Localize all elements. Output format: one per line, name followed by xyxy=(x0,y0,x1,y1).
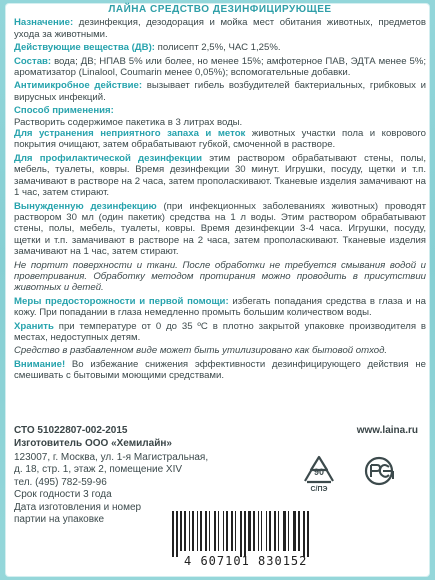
batch-line: партии на упаковке xyxy=(14,514,105,526)
barcode-bar xyxy=(180,511,182,551)
barcode-bar xyxy=(278,511,279,551)
prophylactic-paragraph xyxy=(14,153,426,199)
product-title: ЛАЙНА СРЕДСТВО ДЕЗИНФИЦИРУЮЩЕЕ xyxy=(108,4,332,15)
note-italic: Не портит поверхности и ткани. После обработки не требуется смывания водой и проветривания. Обработку методом протирания можно проводить в присутствии животных и детей. xyxy=(14,259,426,294)
barcode-bar xyxy=(258,511,259,551)
purpose-heading: Назначение: xyxy=(14,17,74,29)
barcode-bar xyxy=(223,511,224,551)
forced-paragraph xyxy=(14,201,426,258)
barcode-number: 4 607101 830152 xyxy=(184,554,308,568)
purpose-text: дезинфекция, дезодорация и мойка мест обитания животных, предметов ухода за животными. xyxy=(14,17,426,40)
barcode-bar xyxy=(192,511,194,551)
standard-number: СТО 51022807-002-2015 xyxy=(14,425,128,436)
antimicrobial-paragraph xyxy=(14,80,426,103)
storage-heading: Хранить xyxy=(14,320,54,332)
composition-text: вода; ДВ; НПАВ 5% или более, но менее 15%; амфотерное ПАВ, ЭДТА менее 5%; ароматизатор (Linalool, Coumarin менее 0,05%); вспомогательные добавки. xyxy=(14,55,426,79)
website-link[interactable]: www.laina.ru xyxy=(356,425,418,436)
attention-paragraph xyxy=(14,359,426,382)
odor-heading: Для устранения неприятного запаха и меток xyxy=(14,128,246,140)
barcode-bar xyxy=(172,511,174,557)
composition-heading: Состав: xyxy=(14,55,52,67)
marks-area xyxy=(297,453,422,493)
forced-text: (при инфекционных заболеваниях животных) проводят раствором 30 мл (один пакетик) средства на 1 л воды. Этим раствором обрабатывают стены, полы, мебель, туалеты, ковры. Время дезинфекции 3-4 часа. Игрушки, посуду, щетки и т.п. замачивают в растворе на 2 часа, затем прополаскивают. Тканевые изделия замачивают на 1 час, затем стирают. xyxy=(14,200,426,258)
prophylactic-text: этим раствором обрабатывают стены, полы, мебель, туалеты, ковры. Время дезинфекции 30 минут. Игрушки, посуду, щетки и т.п. замачивают в растворе на 2 часа, затем прополаскивают. Тканевые изделия замачивают на 1 час, затем стирают. xyxy=(14,152,427,199)
certification-mark-icon xyxy=(366,458,393,484)
manufacturer-name: Изготовитель ООО «Хемилайн» xyxy=(14,438,172,449)
recycle-icon xyxy=(305,457,333,493)
barcode-bar xyxy=(184,511,186,551)
barcode-bar xyxy=(176,511,178,557)
barcode-bar xyxy=(240,511,242,557)
barcode-bar xyxy=(253,511,255,551)
recycle-label: С/ПЭ xyxy=(310,486,328,493)
storage-text: при температуре от 0 до 35 ºС в плотно закрытой упаковке производителя в местах, недоступных детям. xyxy=(14,320,426,343)
barcode-bar xyxy=(248,511,251,551)
barcode-bar xyxy=(298,511,300,551)
instructions-text xyxy=(14,4,426,384)
antimicrobial-heading: Антимикробное действие: xyxy=(14,80,143,92)
odor-paragraph xyxy=(14,128,426,151)
odor-text: животных участки пола и коврового покрытия очищают, затем обрабатывают губкой, смоченной в растворе. xyxy=(14,128,427,151)
method-heading: Способ применения: xyxy=(14,105,114,117)
storage-paragraph xyxy=(14,321,426,344)
barcode-bar xyxy=(283,511,286,551)
barcode-bar xyxy=(235,511,236,551)
barcode-bar xyxy=(307,511,309,557)
barcode-bar xyxy=(274,511,276,551)
marks-svg xyxy=(297,453,422,493)
barcode-bar xyxy=(226,511,228,551)
barcode-bar xyxy=(218,511,219,551)
method-text: Растворить содержимое пакетика в 3 литрах воды. xyxy=(14,116,243,128)
barcode-bars xyxy=(162,511,424,557)
barcode-bar xyxy=(197,511,198,551)
barcode-bar xyxy=(261,511,262,551)
active-paragraph xyxy=(14,42,426,53)
antimicrobial-text: вызывает гибель возбудителей бактериальных, грибковых и вирусных инфекций. xyxy=(14,80,426,103)
barcode-bar xyxy=(244,511,246,557)
safety-text: избегать попадания средства в глаза и на кожу. При попадании в глаза немедленно промыть большим количеством воды. xyxy=(14,295,426,319)
barcode-bar xyxy=(231,511,233,551)
active-text: полисепт 2,5%, ЧАС 1,25%. xyxy=(154,42,281,54)
composition-paragraph xyxy=(14,56,426,79)
barcode-bar xyxy=(200,511,202,551)
method-paragraph xyxy=(14,105,426,128)
phone-line: тел. (495) 782-59-96 xyxy=(14,476,107,488)
safety-paragraph xyxy=(14,296,426,319)
production-date-line: Дата изготовления и номер xyxy=(14,501,142,513)
attention-heading: Внимание! xyxy=(14,358,66,370)
barcode-bar xyxy=(269,511,271,551)
barcode-bar xyxy=(303,511,305,557)
shelf-life-line: Срок годности 3 года xyxy=(14,489,112,501)
barcode-bar xyxy=(293,511,296,551)
manufacturer-block xyxy=(14,425,424,575)
disposal-italic: Средство в разбавленном виде может быть утилизировано как бытовой отход. xyxy=(14,345,388,357)
address-line: 123007, г. Москва, ул. 1-я Магистральная, xyxy=(14,452,209,463)
barcode-bar xyxy=(189,511,190,551)
barcode-bar xyxy=(266,511,267,551)
barcode-bar xyxy=(205,511,207,551)
barcode-bar xyxy=(214,511,216,551)
address-line: д. 18, стр. 1, этаж 2, помещение XIV xyxy=(14,464,183,476)
barcode-bar xyxy=(209,511,210,551)
active-heading: Действующие вещества (ДВ): xyxy=(14,42,155,54)
barcode-bar xyxy=(288,511,289,551)
forced-heading: Вынужденную дезинфекцию xyxy=(14,200,157,212)
barcode xyxy=(162,511,424,571)
safety-heading: Меры предосторожности и первой помощи: xyxy=(14,295,229,307)
prophylactic-heading: Для профилактической дезинфекции xyxy=(14,152,203,164)
purpose-paragraph xyxy=(14,17,426,40)
recycle-code: 90 xyxy=(313,467,325,477)
attention-text: Во избежание снижения эффективности дезинфицирующего действия не смешивать с бытовыми моющими средствами. xyxy=(14,358,426,382)
